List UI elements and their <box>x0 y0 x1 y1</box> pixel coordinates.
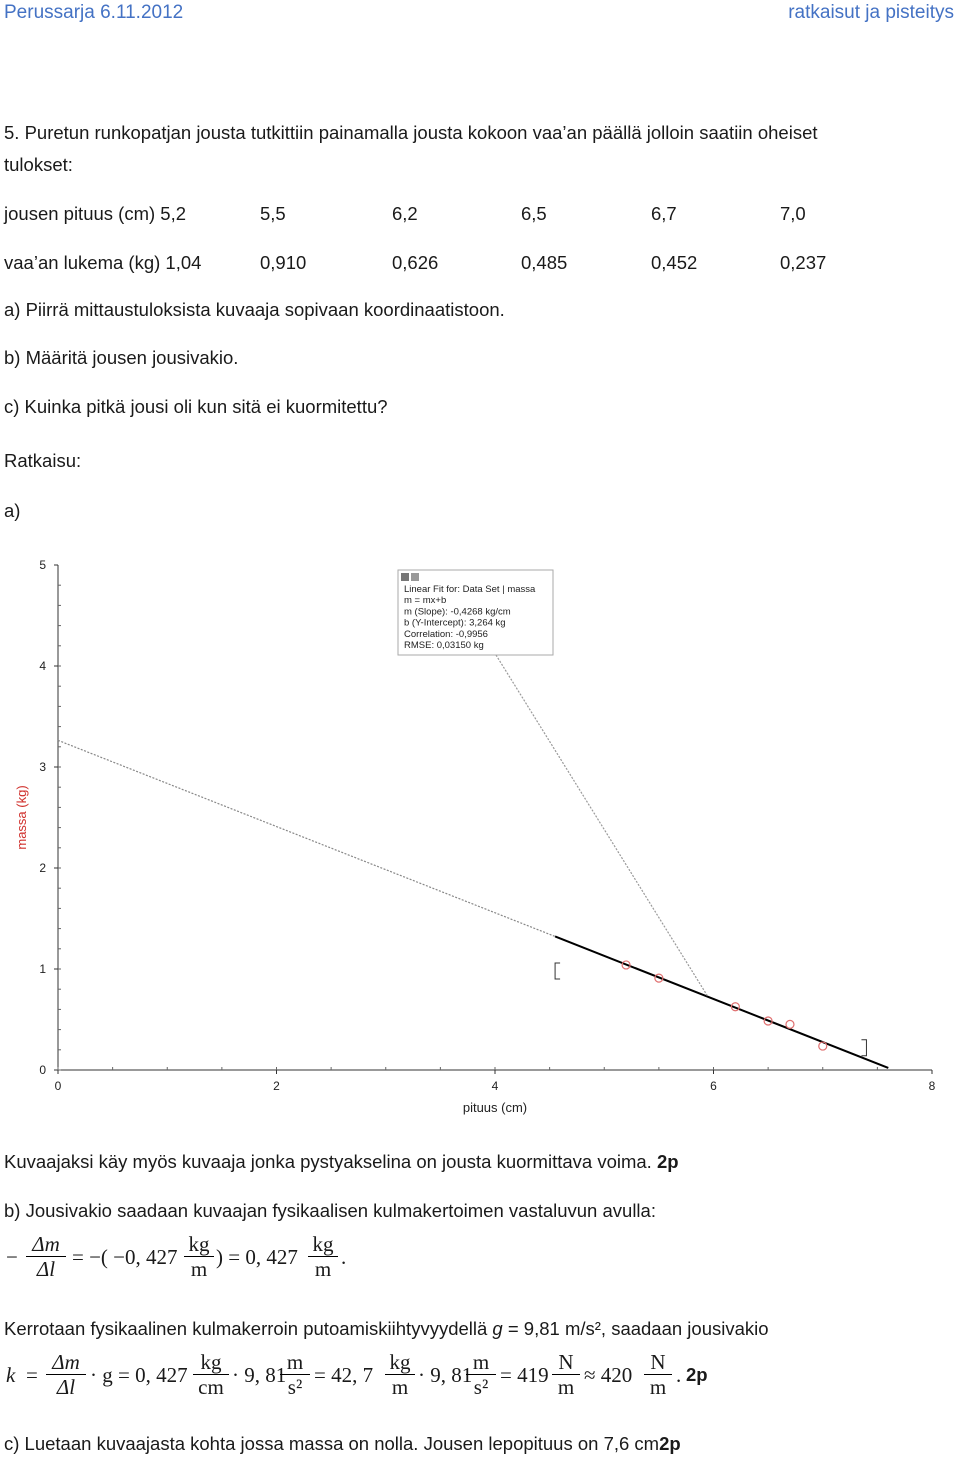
solution-label: Ratkaisu: <box>4 450 82 471</box>
a-note <box>4 1151 679 1173</box>
fit-box-line: b (Y-Intercept): 3,264 kg <box>404 617 506 629</box>
k-eq-eq: = <box>26 1363 38 1387</box>
b-eq-unit-den: m <box>190 1257 208 1281</box>
c-points: 2p <box>659 1433 681 1454</box>
k-eq-m4: m <box>557 1375 575 1399</box>
x-axis-label: pituus (cm) <box>462 1100 528 1115</box>
y-tick-label: 3 <box>39 760 46 774</box>
fit-box-close-icon <box>401 573 409 581</box>
g-intro <box>4 1318 769 1340</box>
k-eq-m5: m <box>649 1375 667 1399</box>
b-eq-minus: − <box>6 1245 18 1269</box>
k-eq-unit3 <box>385 1350 415 1399</box>
y-tick-label: 4 <box>39 659 46 673</box>
data-point <box>819 1042 827 1050</box>
k-eq-num: Δm <box>46 1350 86 1375</box>
k-eq-unit6 <box>644 1350 672 1399</box>
fit-box-line: Linear Fit for: Data Set | massa <box>404 584 536 595</box>
k-eq-unit4 <box>466 1350 496 1399</box>
k-eq-den: Δl <box>56 1375 76 1399</box>
fit-box-line: Correlation: -0,9956 <box>404 628 488 640</box>
b-eq-unit2-den: m <box>314 1257 332 1281</box>
fit-box-leader <box>496 655 708 997</box>
g-intro-pre: Kerrotaan fysikaalinen kulmakerroin putoamiskiihtyvyydellä <box>4 1318 493 1339</box>
x-tick-label: 0 <box>54 1079 62 1093</box>
b-eq-mid: = −( −0, 427 <box>72 1245 178 1269</box>
y-tick-label: 5 <box>39 558 46 572</box>
k-eq-nine: · 9, 81 <box>232 1363 287 1387</box>
k-eq-dot-g: · g = 0, 427 <box>90 1363 188 1387</box>
data-point <box>786 1020 794 1028</box>
k-eq-eq2: = 42, 7 <box>314 1363 374 1387</box>
length-value: 6,2 <box>392 203 418 224</box>
x-tick-label: 4 <box>491 1079 499 1093</box>
b-eq-den: Δl <box>36 1257 56 1281</box>
a-note-text: Kuvaajaksi käy myös kuvaaja jonka pystyakselina on jousta kuormittava voima. <box>4 1151 652 1172</box>
g-intro-post: = 9,81 m/s², saadaan jousivakio <box>502 1318 769 1339</box>
k-eq-m2: m <box>391 1375 409 1399</box>
length-value: 7,0 <box>780 203 806 224</box>
k-eq-cm: cm <box>198 1375 224 1399</box>
question-b: b) Määritä jousen jousivakio. <box>4 347 239 368</box>
k-eq-m3: m <box>466 1350 496 1375</box>
k-eq-s2b: s² <box>473 1375 489 1399</box>
fit-box-line: RMSE: 0,03150 kg <box>404 640 484 651</box>
question-c: c) Kuinka pitkä jousi oli kun sitä ei kuormitettu? <box>4 396 388 417</box>
b-eq-unit-num: kg <box>184 1232 214 1257</box>
k-eq-s2: s² <box>287 1375 303 1399</box>
problem-intro-1: 5. Puretun runkopatjan jousta tutkittiin painamalla jousta kokoon vaa’an päällä jolloin saatiin oheiset <box>4 122 818 143</box>
fit-extension-line <box>58 740 555 936</box>
part-a-label: a) <box>4 500 21 521</box>
k-eq-unit1 <box>193 1350 229 1399</box>
y-tick-label: 0 <box>39 1063 46 1077</box>
k-eq-points: 2p <box>686 1364 708 1385</box>
reading-label: vaa’an lukema (kg) 1,04 <box>4 252 202 273</box>
k-eq-fraction <box>46 1350 86 1399</box>
question-a: a) Piirrä mittaustuloksista kuvaaja sopivaan koordinaatistoon. <box>4 299 505 320</box>
k-eq-eq3: = 419 <box>500 1363 549 1387</box>
b-eq-end: . <box>341 1245 347 1269</box>
b-eq-unit2 <box>308 1232 338 1281</box>
a-points: 2p <box>656 1151 679 1172</box>
b-eq-unit2-num: kg <box>308 1232 338 1257</box>
k-eq-unit5 <box>552 1350 580 1399</box>
reading-value: 0,910 <box>260 252 307 273</box>
b-eq-mid2: ) = 0, 427 <box>216 1245 298 1269</box>
k-eq-end: . <box>676 1363 682 1387</box>
reading-value: 0,452 <box>651 252 698 273</box>
length-value: 6,5 <box>521 203 547 224</box>
k-eq-kg2: kg <box>385 1350 415 1375</box>
b-intro: b) Jousivakio saadaan kuvaajan fysikaalisen kulmakertoimen vastaluvun avulla: <box>4 1200 656 1221</box>
header-right: ratkaisut ja pisteitys <box>788 2 954 23</box>
problem-intro-2: tulokset: <box>4 154 73 175</box>
reading-value: 0,485 <box>521 252 568 273</box>
x-tick-label: 2 <box>273 1079 280 1093</box>
b-eq-unit <box>184 1232 214 1281</box>
k-eq-k: k <box>6 1363 16 1387</box>
y-axis-label: massa (kg) <box>14 785 29 850</box>
y-tick-label: 2 <box>39 861 46 875</box>
k-eq-kg: kg <box>193 1350 229 1375</box>
header-left: Perussarja 6.11.2012 <box>4 2 184 23</box>
k-eq-nine2: · 9, 81 <box>418 1363 473 1387</box>
linear-fit-chart <box>0 545 960 1125</box>
y-tick-label: 1 <box>39 962 46 976</box>
length-value: 5,5 <box>260 203 286 224</box>
c-text-body: c) Luetaan kuvaajasta kohta jossa massa on nolla. Jousen lepopituus on 7,6 cm <box>4 1433 660 1454</box>
range-bracket-left <box>555 963 560 979</box>
c-text <box>4 1433 681 1455</box>
length-label: jousen pituus (cm) 5,2 <box>4 203 187 224</box>
reading-value: 0,626 <box>392 252 439 273</box>
k-eq-m: m <box>280 1350 310 1375</box>
k-eq-approx: ≈ 420 <box>584 1363 633 1387</box>
b-eq-num: Δm <box>26 1232 66 1257</box>
b-eq-fraction <box>26 1232 66 1281</box>
fit-line <box>555 936 888 1067</box>
k-eq-N: N <box>552 1350 580 1375</box>
reading-value: 0,237 <box>780 252 827 273</box>
g-var: g <box>492 1318 503 1339</box>
k-eq-N2: N <box>644 1350 672 1375</box>
length-value: 6,7 <box>651 203 677 224</box>
x-tick-label: 6 <box>710 1079 717 1093</box>
fit-box-menu-icon <box>411 573 419 581</box>
range-bracket-right <box>861 1040 866 1056</box>
k-eq-unit2 <box>280 1350 310 1399</box>
x-tick-label: 8 <box>928 1079 936 1093</box>
fit-box-line: m = mx+b <box>404 595 447 607</box>
fit-box-line: m (Slope): -0,4268 kg/cm <box>404 606 511 618</box>
